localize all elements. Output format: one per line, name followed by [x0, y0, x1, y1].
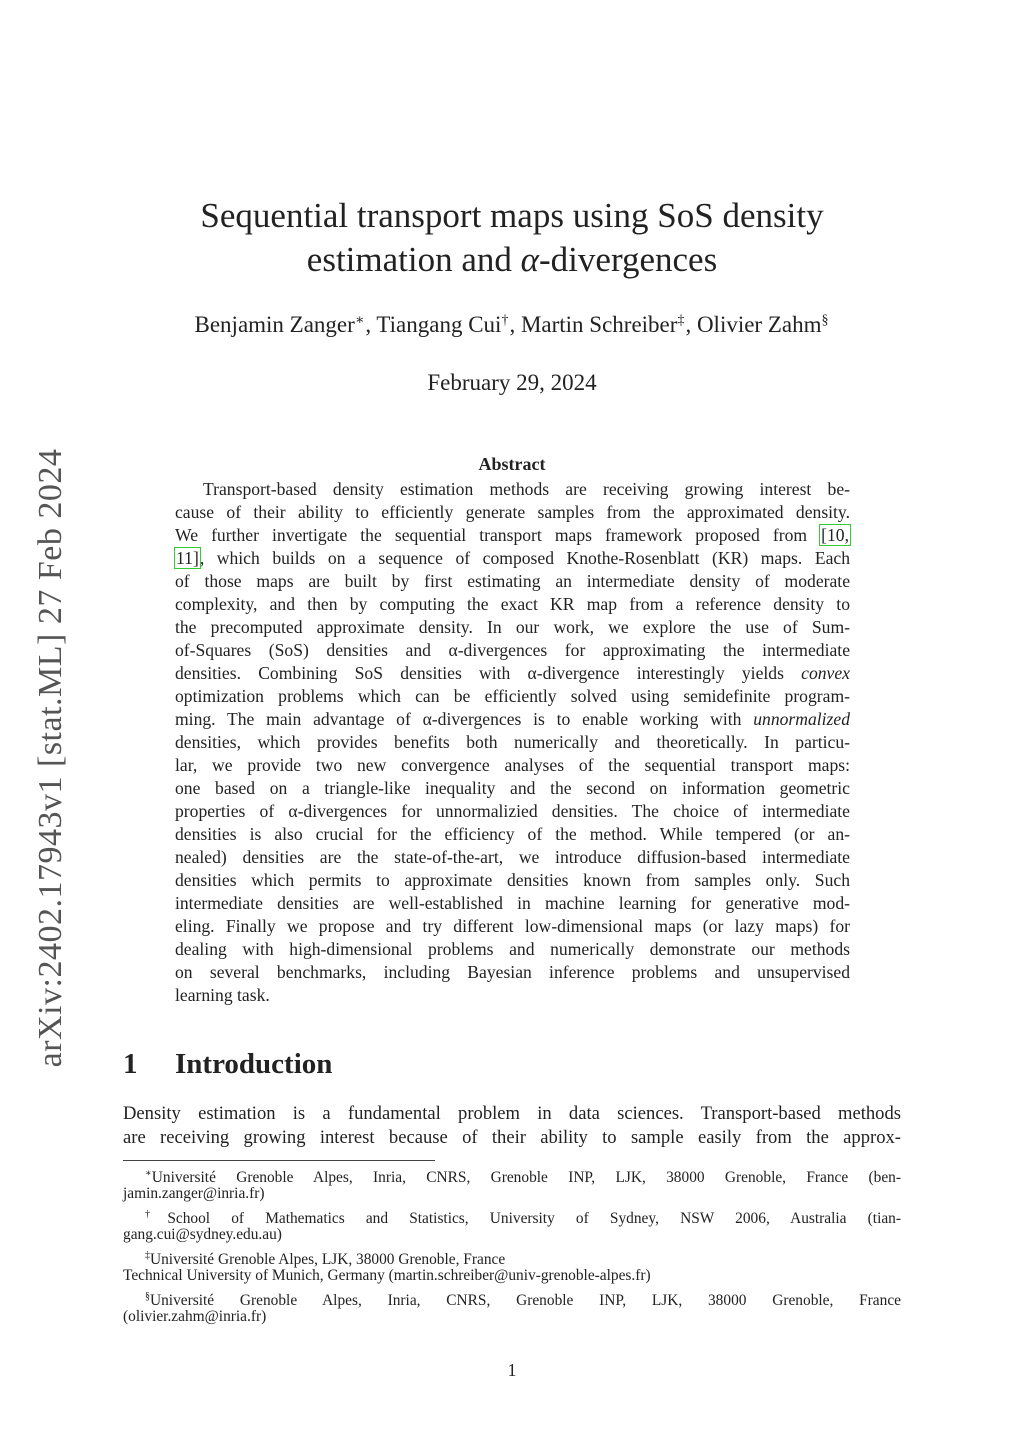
footnote-line: gang.cui@sydney.edu.au)	[123, 1226, 282, 1243]
abstract-text: densities. Combining SoS densities with α-divergence interestingly yields	[175, 663, 802, 683]
footnote-divider	[123, 1160, 435, 1161]
abstract-text: ming. The main advantage of α-divergences is to enable working with	[175, 709, 754, 729]
arxiv-stamp	[18, 448, 84, 1068]
footnote-line: jamin.zanger@inria.fr)	[123, 1185, 265, 1202]
title-alpha-symbol: α	[520, 240, 540, 279]
title-text: estimation and	[306, 240, 521, 279]
footnote-mark[interactable]: §	[821, 313, 829, 328]
footnote-mark: ∗	[145, 1168, 152, 1179]
publication-date: February 29, 2024	[427, 370, 597, 395]
arxiv-id[interactable]: arXiv:2402.17943v1 [stat.ML] 27 Feb 2024	[32, 448, 69, 1068]
title-text-end: -divergences	[539, 240, 718, 279]
abstract-line: of-Squares (SoS) densities and α-divergences for approximating the intermediate	[175, 640, 850, 660]
footnote-mark: §	[145, 1291, 150, 1302]
footnote-mark[interactable]: ‡	[677, 313, 685, 328]
footnote-text: Université Grenoble Alpes, LJK, 38000 Grenoble, France	[150, 1251, 506, 1268]
abstract-line: learning task.	[175, 985, 270, 1005]
abstract-line: properties of α-divergences for unnormalizied densities. The choice of intermediate	[175, 801, 850, 821]
section-number: 1	[123, 1048, 138, 1080]
abstract-text: , which builds on a sequence of composed Knothe-Rosenblatt (KR) maps. Each	[199, 548, 850, 568]
abstract-line: one based on a triangle-like inequality and the second on information geometric	[175, 778, 850, 798]
abstract-line: of those maps are built by first estimating an intermediate density of moderate	[175, 571, 850, 591]
abstract-line	[175, 662, 850, 685]
abstract-line: nealed) densities are the state-of-the-art, we introduce diffusion-based intermediate	[175, 847, 850, 867]
paper-title-line-2	[0, 240, 1024, 280]
author-name: Benjamin Zanger	[194, 312, 355, 337]
abstract-line: intermediate densities are well-established in machine learning for generative mod-	[175, 893, 850, 913]
footnote-mark: ‡	[145, 1250, 150, 1261]
abstract-line: lar, we provide two new convergence analyses of the sequential transport maps:	[175, 755, 850, 775]
footnote-text: Université Grenoble Alpes, Inria, CNRS, Grenoble INP, LJK, 38000 Grenoble, France	[150, 1292, 901, 1309]
paper-title-line-1: Sequential transport maps using SoS density	[200, 196, 824, 235]
abstract-line: cause of their ability to efficiently generate samples from the approximated density.	[175, 502, 850, 522]
abstract-line: complexity, and then by computing the exact KR map from a reference density to	[175, 594, 850, 614]
author-list: Benjamin Zanger∗, Tiangang Cui†, Martin Schreiber‡, Olivier Zahm§	[194, 312, 829, 337]
abstract-line: Transport-based density estimation methods are receiving growing interest be-	[203, 479, 850, 499]
abstract-line: the precomputed approximate density. In our work, we explore the use of Sum-	[175, 617, 850, 637]
author-name: Martin Schreiber	[520, 312, 678, 337]
body-text-line: Density estimation is a fundamental problem in data sciences. Transport-based methods	[123, 1103, 901, 1124]
abstract-line: optimization problems which can be efficiently solved using semidefinite program-	[175, 686, 850, 706]
abstract-line	[175, 547, 850, 570]
emphasis: unnormalized	[753, 709, 850, 729]
citation-link[interactable]: [10,	[821, 525, 849, 545]
footnote-mark[interactable]: †	[501, 313, 509, 328]
section-heading-introduction	[123, 1048, 332, 1081]
emphasis: convex	[801, 663, 850, 683]
author-name: Olivier Zahm	[696, 312, 822, 337]
footnote-text: Université Grenoble Alpes, Inria, CNRS, Grenoble INP, LJK, 38000 Grenoble, France (ben-	[151, 1169, 901, 1186]
abstract-line: densities which permits to approximate densities known from samples only. Such	[175, 870, 850, 890]
footnote-text: School of Mathematics and Statistics, University of Sydney, NSW 2006, Australia (tian-	[167, 1210, 901, 1227]
abstract-line: dealing with high-dimensional problems and numerically demonstrate our methods	[175, 939, 850, 959]
abstract-line: densities, which provides benefits both numerically and theoretically. In particu-	[175, 732, 850, 752]
abstract-line: densities is also crucial for the efficiency of the method. While tempered (or an-	[175, 824, 850, 844]
citation-link[interactable]: 11]	[176, 548, 199, 568]
footnote-mark: †	[145, 1209, 168, 1220]
abstract-line	[175, 708, 850, 731]
footnote-line: Technical University of Munich, Germany (martin.schreiber@univ-grenoble-alpes.fr)	[123, 1267, 651, 1284]
abstract-text: We further invertigate the sequential transport maps framework proposed from	[175, 525, 821, 545]
abstract-line	[175, 524, 850, 547]
abstract-line: eling. Finally we propose and try different low-dimensional maps (or lazy maps) for	[175, 916, 850, 936]
footnote-mark[interactable]: ∗	[354, 313, 365, 328]
abstract-heading: Abstract	[478, 454, 546, 474]
page-number: 1	[507, 1360, 517, 1380]
body-text-line: are receiving growing interest because of their ability to sample easily from the approx-	[123, 1127, 901, 1148]
author-name: Tiangang Cui	[376, 312, 502, 337]
section-title: Introduction	[175, 1048, 333, 1080]
footnote-line: (olivier.zahm@inria.fr)	[123, 1308, 267, 1325]
abstract-line: on several benchmarks, including Bayesian inference problems and unsupervised	[175, 962, 850, 982]
